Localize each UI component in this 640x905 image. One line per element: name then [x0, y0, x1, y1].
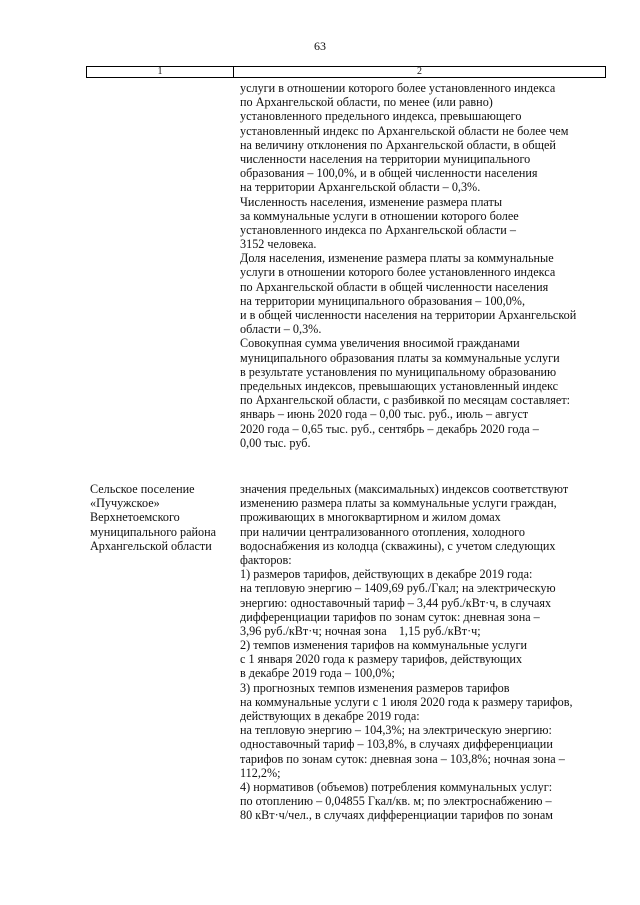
row2-text-line: 1) размеров тарифов, действующих в декабре 2019 года: — [240, 567, 533, 582]
row1-text-line: по Архангельской области в общей численности населения — [240, 279, 549, 294]
row1-text-line: образования – 100,0%, и в общей численности населения — [240, 166, 538, 181]
row1-text-line: предельных индексов, превышающих установленный индекс — [240, 378, 559, 393]
row1-text-line: услуги в отношении которого более установленного индекса — [240, 265, 556, 280]
row2-text-line: 3) прогнозных темпов изменения размеров тарифов — [240, 680, 510, 695]
row1-text-line: установленного индекса по Архангельской области – — [240, 222, 516, 237]
row2-text-line: действующих в декабре 2019 года: — [240, 709, 420, 723]
row2-text-line: проживающих в многоквартирном и жилом домах — [240, 510, 501, 525]
row2-municipality-line: муниципального района — [90, 524, 217, 539]
row1-text-line: 3152 человека. — [240, 237, 317, 252]
table-header-row — [86, 66, 606, 78]
row2-text-line: тарифов по зонам суток: дневная зона – 103,8%; ночная зона – — [240, 751, 565, 766]
row1-text-line: установленный индекс по Архангельской области не более чем — [240, 123, 569, 138]
row1-text-line: Численность населения, изменение размера платы — [240, 194, 503, 209]
row1-text-line: и в общей численности населения на территории Архангельской — [240, 308, 577, 322]
row2-municipality-line: Верхнетоемского — [90, 510, 180, 525]
row1-text-line: Совокупная сумма увеличения вносимой гражданами — [240, 336, 520, 351]
row1-text-line: по Архангельской области, по менее (или равно) — [240, 95, 493, 110]
row2-text-line: водоснабжения из колодца (скважины), с учетом следующих — [240, 538, 556, 553]
row2-text-line: 80 кВт·ч/чел., в случаях дифференциации тарифов по зонам — [240, 808, 554, 823]
row2-right-cell — [240, 482, 606, 823]
row2-text-line: при наличии централизованного отопления, холодного — [240, 524, 525, 539]
row2-text-line: 4) нормативов (объемов) потребления коммунальных услуг: — [240, 779, 553, 794]
row2-text-line: изменению размера платы за коммунальные услуги граждан, — [240, 496, 557, 511]
row2-text-line: факторов: — [240, 552, 292, 567]
row1-text-line: 0,00 тыс. руб. — [240, 435, 311, 450]
row2-text-line: с 1 января 2020 года к размеру тарифов, действующих — [240, 652, 523, 667]
row2-text-line: одноставочный тариф – 103,8%, в случаях дифференциации — [240, 737, 553, 752]
row1-text-line: области – 0,3%. — [240, 322, 322, 337]
table-header-col2: 2 — [417, 66, 422, 77]
row1-text-line: за коммунальные услуги в отношении которого более — [240, 208, 519, 223]
row2-text-line: значения предельных (максимальных) индексов соответствуют — [240, 482, 569, 496]
row2-municipality-line: Архангельской области — [90, 538, 212, 553]
row1-text-line: установленного предельного индекса, превышающего — [240, 109, 522, 124]
row2-text-line: 3,96 руб./кВт·ч; ночная зона 1,15 руб./кВт·ч; — [240, 623, 481, 638]
row2-municipality-line: «Пучужское» — [90, 496, 160, 511]
row1-text-line: на величину отклонения по Архангельской области, в общей — [240, 137, 556, 152]
row1-text-line: услуги в отношении которого более установленного индекса — [240, 81, 556, 95]
table-header-col1: 1 — [87, 67, 234, 77]
row2-text-line: по отоплению – 0,04855 Гкал/кв. м; по электроснабжению – — [240, 794, 552, 809]
row1-right-cell — [240, 81, 606, 450]
row2-text-line: на коммунальные услуги с 1 июля 2020 года к размеру тарифов, — [240, 694, 573, 709]
row1-text-line: в результате установления по муниципальному образованию — [240, 364, 557, 379]
row2-text-line: 2) темпов изменения тарифов на коммунальные услуги — [240, 638, 527, 653]
row1-text-line: численности населения на территории муниципального — [240, 151, 531, 166]
row1-text-line: 2020 года – 0,65 тыс. руб., сентябрь – декабрь 2020 года – — [240, 421, 539, 436]
row2-text-line: дифференциации тарифов по зонам суток: дневная зона – — [240, 609, 540, 624]
row2-text-line: на тепловую энергию – 104,3%; на электрическую энергию: — [240, 723, 552, 738]
row1-text-line: Доля населения, изменение размера платы за коммунальные — [240, 251, 554, 266]
page-number: 63 — [314, 39, 326, 53]
row2-text-line: 112,2%; — [240, 765, 281, 780]
row1-text-line: на территории Архангельской области – 0,3%. — [240, 180, 481, 195]
row2-left-cell — [90, 482, 232, 553]
row2-text-line: в декабре 2019 года – 100,0%; — [240, 666, 395, 681]
row2-municipality-line: Сельское поселение — [90, 482, 195, 496]
row2-text-line: энергию: одноставочный тариф – 3,44 руб./кВт·ч, в случаях — [240, 595, 552, 610]
row1-text-line: по Архангельской области, с разбивкой по месяцам составляет: — [240, 393, 571, 408]
row2-text-line: на тепловую энергию – 1409,69 руб./Гкал; на электрическую — [240, 581, 556, 596]
row1-text-line: январь – июнь 2020 года – 0,00 тыс. руб., июль – август — [240, 407, 529, 422]
row1-text-line: на территории муниципального образования – 100,0%, — [240, 293, 525, 308]
row1-text-line: муниципального образования платы за коммунальные услуги — [240, 350, 560, 365]
